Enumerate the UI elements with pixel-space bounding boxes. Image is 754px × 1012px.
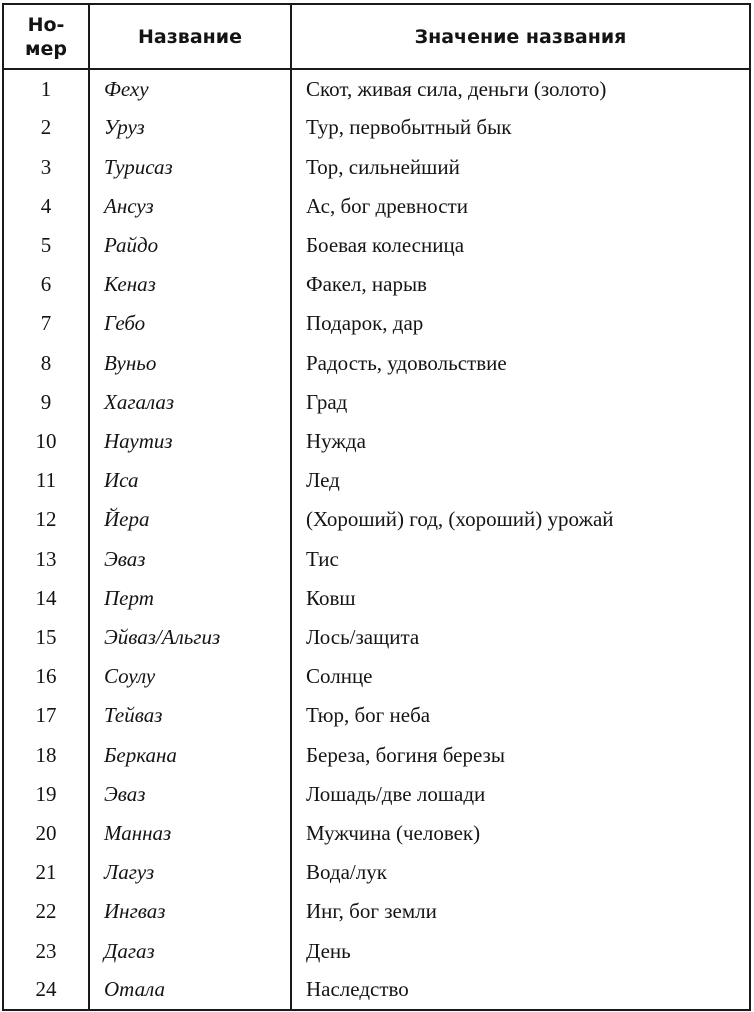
rune-name: Манназ <box>89 814 291 853</box>
rune-name: Тейваз <box>89 696 291 735</box>
table-row <box>3 853 750 892</box>
row-number: 8 <box>3 343 89 382</box>
rune-meaning: Инг, бог земли <box>291 892 750 931</box>
header-meaning: Значение названия <box>291 4 750 69</box>
rune-name: Лагуз <box>89 853 291 892</box>
rune-meaning: Мужчина (человек) <box>291 814 750 853</box>
rune-meaning: Факел, нарыв <box>291 265 750 304</box>
row-number: 12 <box>3 500 89 539</box>
rune-name: Перт <box>89 579 291 618</box>
table-row <box>3 69 750 108</box>
row-number: 22 <box>3 892 89 931</box>
header-number-line2: мер <box>24 38 68 60</box>
table-row <box>3 735 750 774</box>
rune-name: Эваз <box>89 775 291 814</box>
rune-name: Эйваз/Альгиз <box>89 618 291 657</box>
rune-name: Райдо <box>89 226 291 265</box>
rune-name: Иса <box>89 461 291 500</box>
runes-table <box>2 3 751 1011</box>
rune-meaning: Ас, бог древности <box>291 187 750 226</box>
table-row <box>3 383 750 422</box>
rune-name: Кеназ <box>89 265 291 304</box>
rune-meaning: Подарок, дар <box>291 304 750 343</box>
rune-name: Феху <box>89 69 291 108</box>
rune-meaning: Нужда <box>291 422 750 461</box>
header-number-line1: Но- <box>27 14 65 36</box>
row-number: 3 <box>3 147 89 186</box>
rune-name: Уруз <box>89 108 291 147</box>
rune-meaning: Лошадь/две лошади <box>291 775 750 814</box>
rune-name: Эваз <box>89 539 291 578</box>
rune-name: Ингваз <box>89 892 291 931</box>
header-row <box>3 4 750 69</box>
table-row <box>3 657 750 696</box>
rune-meaning: Град <box>291 383 750 422</box>
rune-meaning: Скот, живая сила, деньги (золото) <box>291 69 750 108</box>
rune-name: Соулу <box>89 657 291 696</box>
row-number: 10 <box>3 422 89 461</box>
rune-meaning: Лед <box>291 461 750 500</box>
table-row <box>3 422 750 461</box>
rune-meaning: Тюр, бог неба <box>291 696 750 735</box>
row-number: 6 <box>3 265 89 304</box>
row-number: 20 <box>3 814 89 853</box>
table-row <box>3 147 750 186</box>
row-number: 9 <box>3 383 89 422</box>
row-number: 23 <box>3 931 89 970</box>
table-row <box>3 187 750 226</box>
rune-meaning: Тор, сильнейший <box>291 147 750 186</box>
table-row <box>3 304 750 343</box>
row-number: 1 <box>3 69 89 108</box>
table-row <box>3 814 750 853</box>
table-row <box>3 971 750 1010</box>
table-row <box>3 500 750 539</box>
table-body <box>3 69 750 1010</box>
table-row <box>3 696 750 735</box>
rune-meaning: Тис <box>291 539 750 578</box>
rune-meaning: Ковш <box>291 579 750 618</box>
table-row <box>3 892 750 931</box>
table-row <box>3 775 750 814</box>
header-number <box>3 4 89 69</box>
rune-name: Хагалаз <box>89 383 291 422</box>
table-row <box>3 579 750 618</box>
rune-name: Гебо <box>89 304 291 343</box>
rune-name: Вуньо <box>89 343 291 382</box>
row-number: 7 <box>3 304 89 343</box>
row-number: 18 <box>3 735 89 774</box>
row-number: 4 <box>3 187 89 226</box>
table-row <box>3 265 750 304</box>
rune-name: Отала <box>89 971 291 1010</box>
rune-meaning: Тур, первобытный бык <box>291 108 750 147</box>
row-number: 2 <box>3 108 89 147</box>
rune-meaning: Наследство <box>291 971 750 1010</box>
row-number: 19 <box>3 775 89 814</box>
row-number: 14 <box>3 579 89 618</box>
table-row <box>3 343 750 382</box>
table-row <box>3 461 750 500</box>
rune-name: Ансуз <box>89 187 291 226</box>
rune-meaning: Береза, богиня березы <box>291 735 750 774</box>
table-row <box>3 931 750 970</box>
row-number: 16 <box>3 657 89 696</box>
table-header <box>3 4 750 69</box>
row-number: 17 <box>3 696 89 735</box>
table-row <box>3 618 750 657</box>
row-number: 13 <box>3 539 89 578</box>
rune-meaning: Вода/лук <box>291 853 750 892</box>
row-number: 24 <box>3 971 89 1010</box>
rune-name: Дагаз <box>89 931 291 970</box>
rune-meaning: Боевая колесница <box>291 226 750 265</box>
rune-meaning: (Хороший) год, (хороший) урожай <box>291 500 750 539</box>
rune-meaning: Лось/защита <box>291 618 750 657</box>
row-number: 15 <box>3 618 89 657</box>
header-name: Название <box>89 4 291 69</box>
rune-meaning: Солнце <box>291 657 750 696</box>
rune-name: Беркана <box>89 735 291 774</box>
table-row <box>3 539 750 578</box>
row-number: 5 <box>3 226 89 265</box>
table-row <box>3 226 750 265</box>
table-row <box>3 108 750 147</box>
row-number: 21 <box>3 853 89 892</box>
rune-meaning: День <box>291 931 750 970</box>
rune-meaning: Радость, удовольствие <box>291 343 750 382</box>
rune-name: Турисаз <box>89 147 291 186</box>
row-number: 11 <box>3 461 89 500</box>
rune-name: Йера <box>89 500 291 539</box>
rune-name: Наутиз <box>89 422 291 461</box>
